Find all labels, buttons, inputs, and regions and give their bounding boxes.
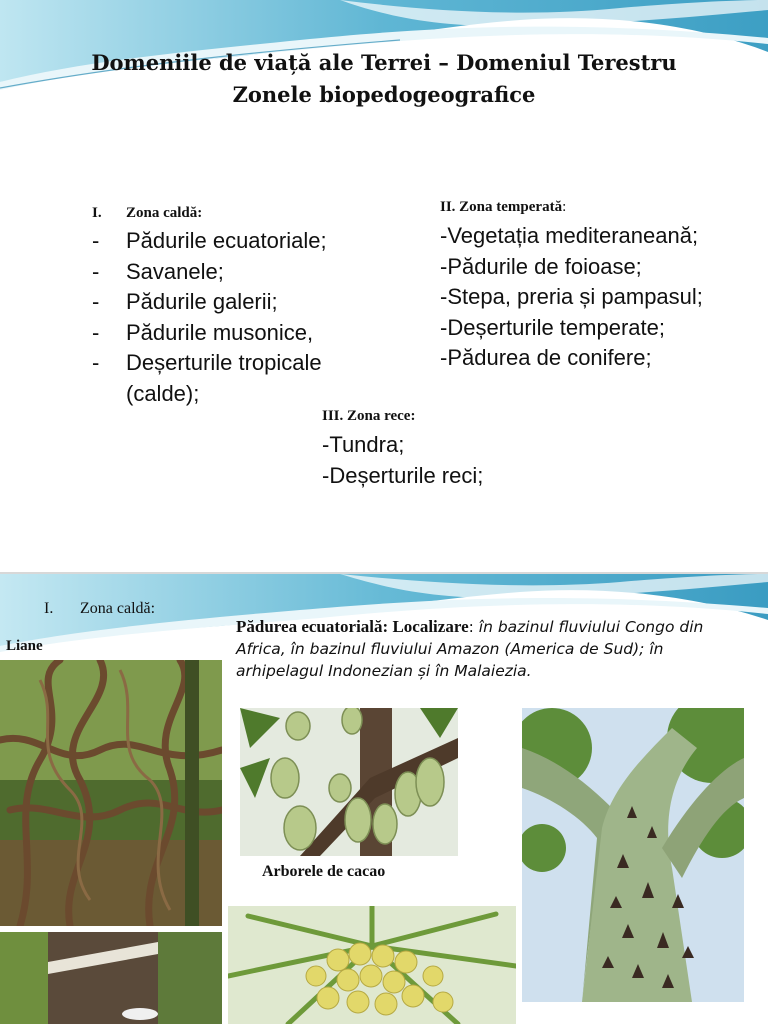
list-item: -Stepa, preria și pampasul; xyxy=(440,284,703,309)
slide-title-line2: Zonele biopedogeografice xyxy=(232,82,536,107)
list-item xyxy=(92,257,382,288)
rubber-tree-photo xyxy=(0,932,222,1024)
desc-separator: : xyxy=(468,618,479,636)
list-item xyxy=(92,287,382,318)
list-item: -Tundra; xyxy=(322,432,405,457)
zona-temperata-title: II. Zona temperată xyxy=(440,199,563,215)
dash-bullet: - xyxy=(92,319,100,345)
liane-photo xyxy=(0,660,222,926)
zona-calda-heading xyxy=(44,600,155,618)
zona-calda-number: I. xyxy=(92,205,102,221)
desc-localizare-label: Localizare xyxy=(392,617,469,636)
list-item: -Deșerturile reci; xyxy=(322,463,484,488)
list-item: -Vegetația mediteraneană; xyxy=(440,223,699,248)
dash-bullet: - xyxy=(92,350,100,375)
liane-label: Liane xyxy=(6,638,43,654)
cacao-tree-photo xyxy=(240,708,458,856)
dash-bullet: - xyxy=(92,289,100,314)
dash-bullet: - xyxy=(92,228,100,253)
desc-localizare-text: în bazinul fluviului Congo din Africa, în bazinul fluviului Amazon (America de Sud); în arhipelagul Indonezian și în Malaiezia. xyxy=(236,618,704,680)
dash-bullet: - xyxy=(92,258,100,284)
list-item: -Pădurile de foioase; xyxy=(440,253,642,279)
list-item: -Pădurea de conifere; xyxy=(440,345,652,370)
list-item-text: Pădurile galerii; xyxy=(126,289,278,314)
zona-temperata-heading xyxy=(440,199,566,216)
zona-calda-number: I. xyxy=(44,600,54,617)
desc-bold-title: Pădurea ecuatorială xyxy=(236,617,383,636)
zona-temperata-colon: : xyxy=(562,199,567,215)
list-item xyxy=(92,318,382,349)
list-item-text: Deșerturile tropicale (calde); xyxy=(126,350,322,406)
zona-temperata-list xyxy=(440,221,760,374)
zona-calda-list xyxy=(92,226,382,409)
list-item: -Deșerturile temperate; xyxy=(440,314,665,340)
zona-rece-list xyxy=(322,429,622,491)
padurea-ecuatoriala-description xyxy=(236,616,726,682)
zona-calda-title: Zona caldă: xyxy=(126,205,203,221)
zona-calda-title: Zona caldă: xyxy=(80,600,156,617)
cacao-caption: Arborele de cacao xyxy=(262,863,386,880)
spiny-tree-photo xyxy=(522,708,744,1002)
slide-title-line1: Domeniile de viață ale Terrei – Domeniul Terestru xyxy=(91,50,677,75)
list-item-text: Savanele; xyxy=(126,258,224,284)
zona-rece-heading: III. Zona rece: xyxy=(322,408,416,424)
list-item xyxy=(92,226,382,257)
list-item-text: Pădurile musonice, xyxy=(126,319,314,345)
zona-calda-heading xyxy=(92,205,202,222)
slide-padurea-ecuatoriala xyxy=(0,574,768,1024)
list-item-text: Pădurile ecuatoriale; xyxy=(126,228,327,253)
desc-separator: : xyxy=(382,617,393,636)
coconut-palm-photo xyxy=(228,906,516,1024)
list-item xyxy=(92,348,382,409)
